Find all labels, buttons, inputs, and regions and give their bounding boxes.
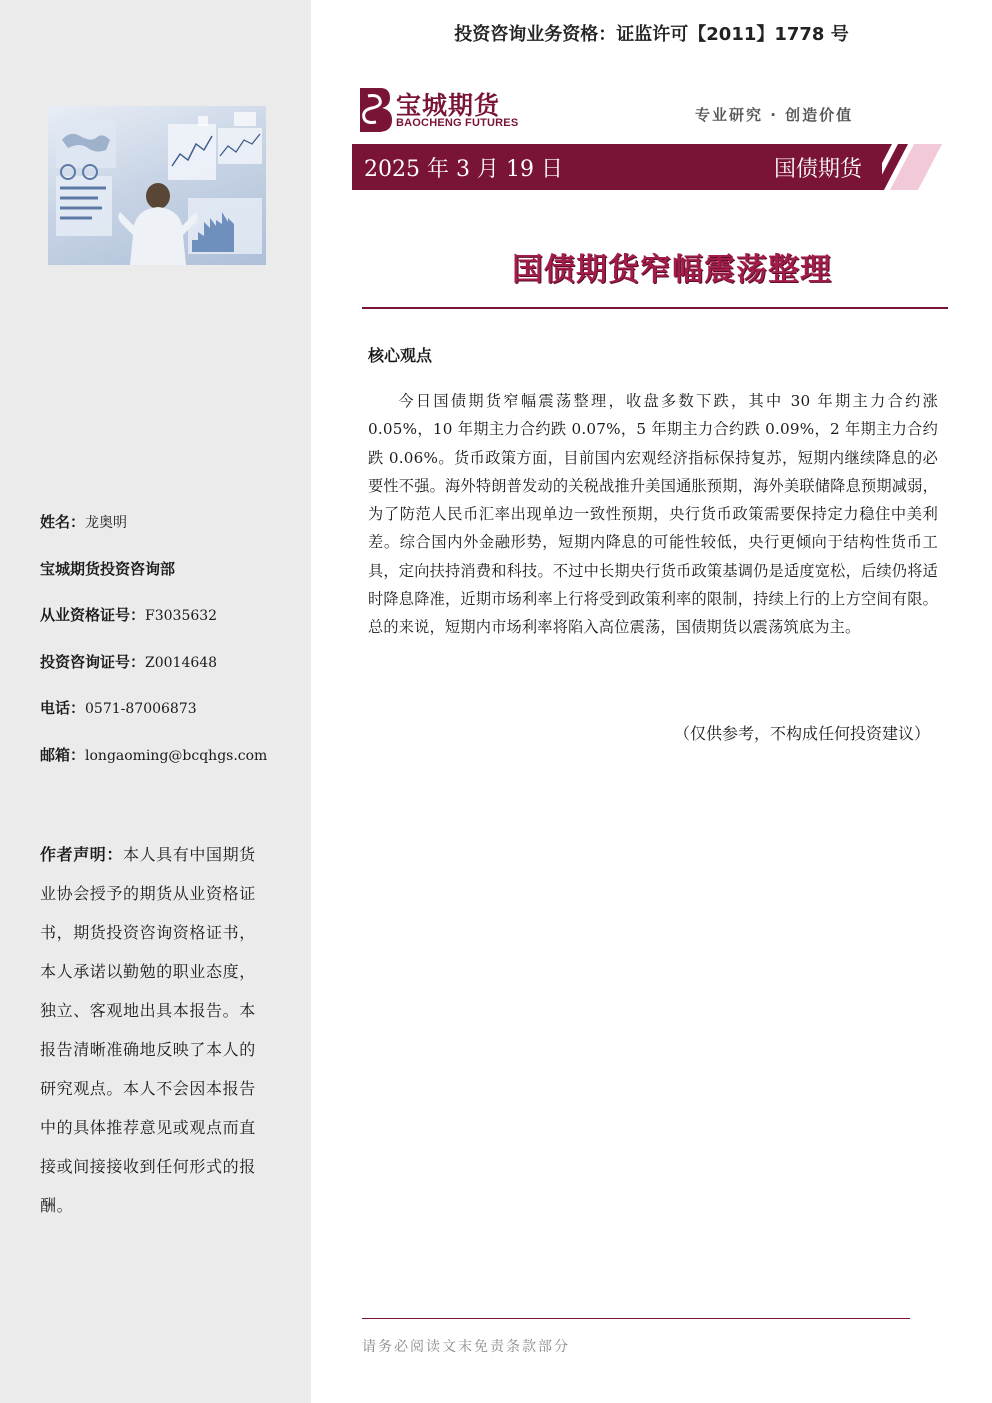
core-view-heading: 核心观点	[368, 346, 433, 365]
logo-mark-icon	[356, 86, 392, 132]
title-divider	[362, 307, 948, 309]
email-address[interactable]: longaoming@bcqhgs.com	[85, 747, 268, 764]
qualification-number: F3035632	[145, 608, 218, 624]
author-email-row	[40, 741, 290, 788]
logo-text-cn: 宝城期货	[396, 91, 501, 120]
date-banner	[352, 144, 882, 190]
consult-number: Z0014648	[145, 654, 218, 671]
author-consult-row	[40, 648, 290, 695]
investment-disclaimer: （仅供参考，不构成任何投资建议）	[673, 724, 930, 743]
core-view-body: 今日国债期货窄幅震荡整理，收盘多数下跌，其中 30 年期主力合约涨 0.05%，10 年期主力合约跌 0.07%，5 年期主力合约跌 0.09%，2 年期主力合约跌 0.06%。货币政策方面，目前国内宏观经济指标保持复苏，短期内继续降息的必要性不强。海外特朗普发动的关税战推升美国通胀预期，海外美联储降息预期减弱，为了防范人民币汇率出现单边一致性预期，央行货币政策需要保持定力稳住中美利差。综合国内外金融形势，短期内降息的可能性较低，央行更倾向于结构性货币工具，定向扶持消费和科技。不过中长期央行货币政策基调仍是适度宽松，后续仍将适时降息降准，近期市场利率上行将受到政策利率的限制，持续上行的上方空间有限。总的来说，短期内市场利率将陷入高位震荡，国债期货以震荡筑底为主。	[368, 392, 938, 637]
hero-image	[48, 106, 266, 265]
author-department-row	[40, 555, 290, 602]
qualification-label: 从业资格证号：	[40, 606, 146, 624]
license-header: 投资咨询业务资格：证监许可【2011】1778 号	[454, 24, 849, 45]
author-name-row	[40, 508, 290, 555]
logo-text-en: BAOCHENG FUTURES	[396, 117, 519, 129]
author-name-label: 姓名：	[40, 513, 86, 531]
banner-stripes-decoration	[858, 144, 942, 190]
author-info	[40, 508, 290, 787]
author-department: 宝城期货投资咨询部	[40, 559, 176, 578]
author-statement	[40, 835, 272, 1225]
author-phone-row	[40, 694, 290, 741]
slogan: 专业研究 · 创造价值	[695, 106, 854, 124]
sidebar	[0, 0, 311, 1403]
report-category: 国债期货	[773, 157, 862, 182]
phone-number: 0571-87006873	[85, 701, 197, 717]
email-label: 邮箱：	[40, 745, 86, 764]
statement-text: 本人具有中国期货业协会授予的期货从业资格证书，期货投资咨询资格证书，本人承诺以勤勉的职业态度，独立、客观地出具本报告。本报告清晰准确地反映了本人的研究观点。本人不会因本报告中的具体推荐意见或观点而直接或间接接收到任何形式的报酬。	[40, 845, 256, 1215]
footer-note: 请务必阅读文末免责条款部分	[362, 1339, 570, 1355]
author-name: 龙奥明	[85, 515, 128, 531]
consult-label: 投资咨询证号：	[40, 652, 146, 671]
author-qualification-row	[40, 601, 290, 648]
company-logo	[356, 86, 526, 132]
report-date: 2025 年 3 月 19 日	[364, 157, 563, 182]
report-title: 国债期货窄幅震荡整理	[512, 252, 832, 288]
statement-label: 作者声明：	[40, 845, 124, 864]
footer-divider	[362, 1318, 910, 1319]
phone-label: 电话：	[40, 699, 86, 717]
